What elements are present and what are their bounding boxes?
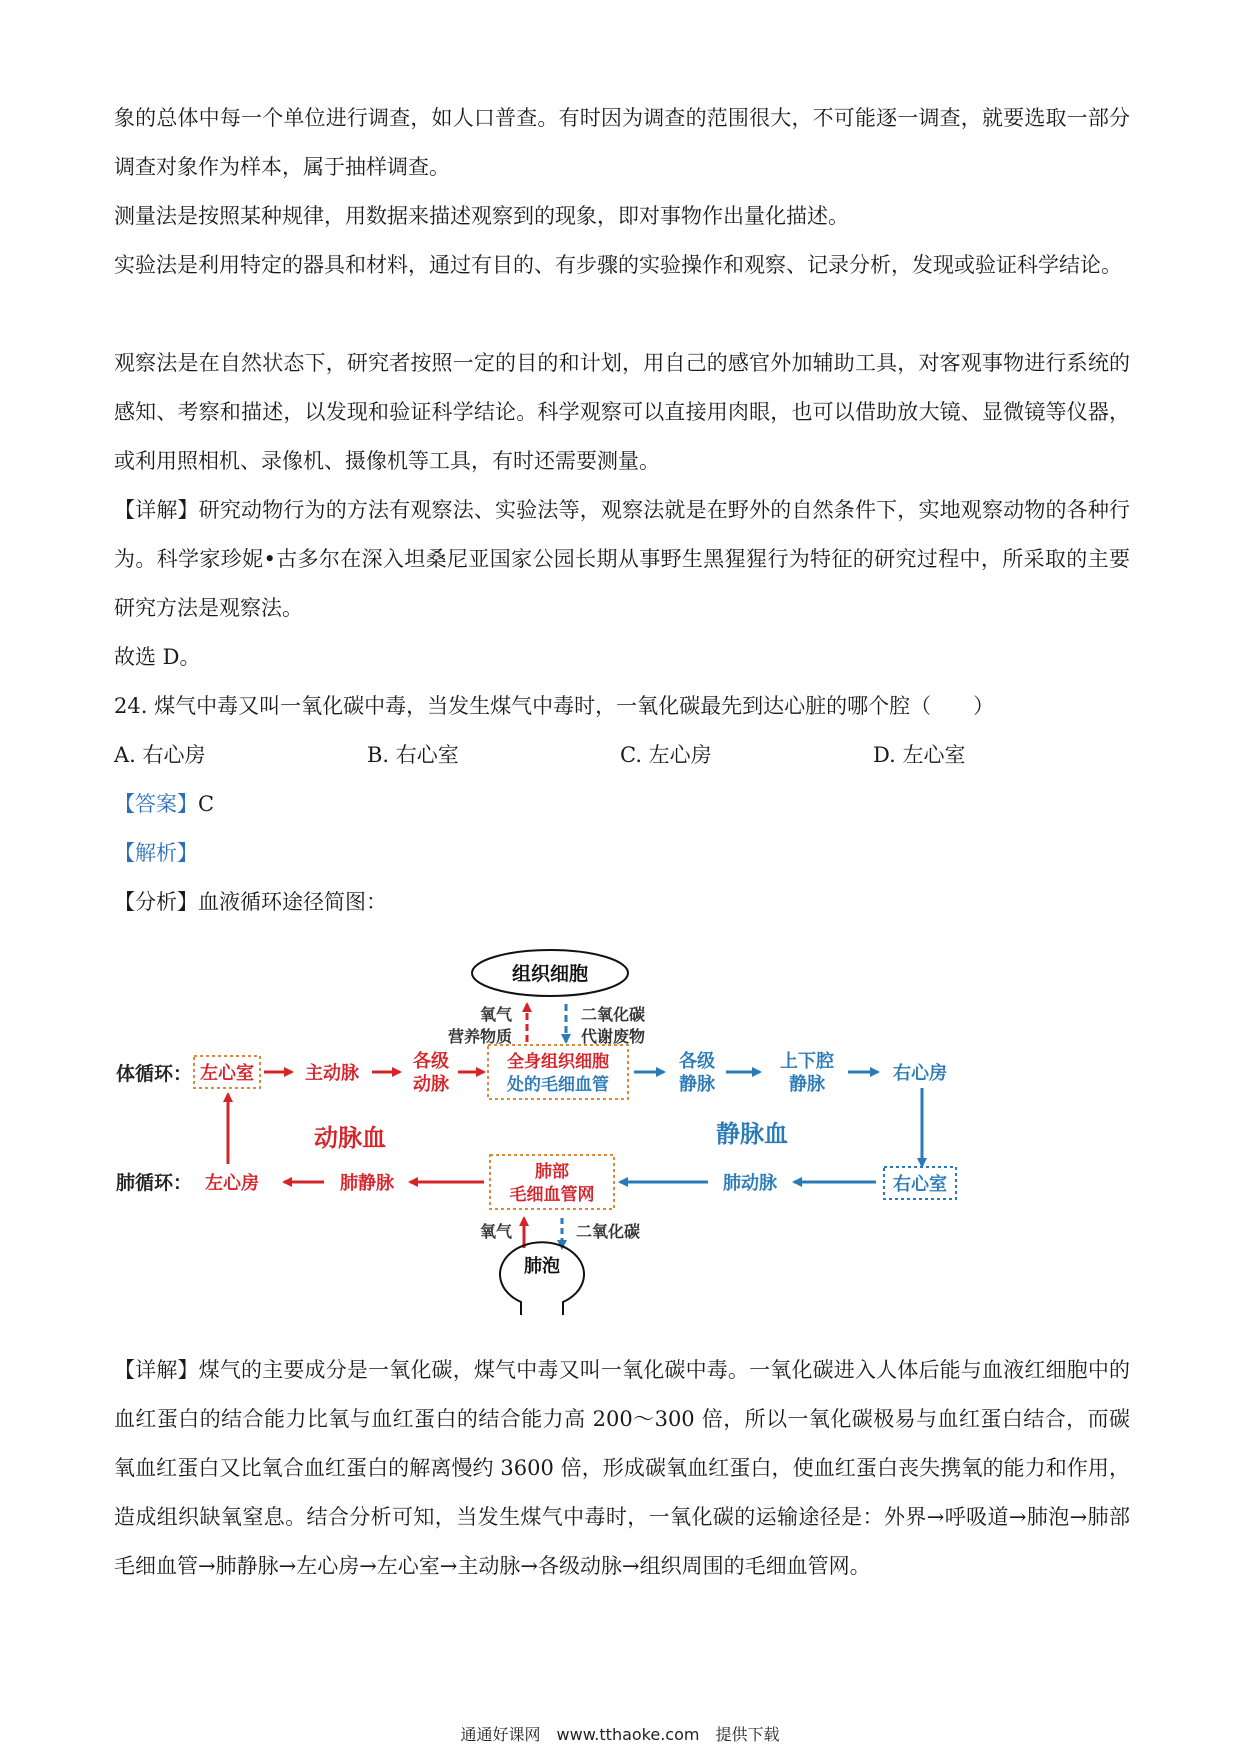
paragraph-answer-23: 故选 D。 [114, 645, 201, 669]
option-b: B. 右心室 [367, 743, 459, 767]
left-atrium-label: 左心房 [205, 1173, 259, 1194]
waste-label: 代谢废物 [581, 1027, 646, 1046]
analysis-label: 【解析】 [114, 841, 198, 865]
body-capillaries-label-2: 处的毛细血管 [507, 1075, 609, 1095]
tissue-cells-label: 组织细胞 [511, 963, 589, 985]
option-c: C. 左心房 [620, 743, 712, 767]
lung-capillaries-label-1: 肺部 [535, 1162, 569, 1182]
paragraph-observation: 观察法是在自然状态下，研究者按照一定的目的和计划，用自己的感官外加辅助工具，对客观事物进行系统的感知、考察和描述，以发现和验证科学结论。科学观察可以直接用肉眼，也可以借助放大镜、显微镜等仪器，或利用照相机、录像机、摄像机等工具，有时还需要测量。 [114, 351, 1130, 473]
alveoli-oxygen-label: 氧气 [479, 1222, 512, 1241]
right-ventricle-label: 右心室 [893, 1174, 947, 1195]
paragraph-detail-23: 【详解】研究动物行为的方法有观察法、实验法等，观察法就是在野外的自然条件下，实地观察动物的各种行为。科学家珍妮•古多尔在深入坦桑尼亚国家公园长期从事野生黑猩猩行为特征的研究过程中，所采取的主要研究方法是观察法。 [114, 498, 1130, 620]
arteries-label-2: 动脉 [413, 1074, 449, 1095]
body-capillaries-label-1: 全身组织细胞 [507, 1052, 609, 1072]
oxygen-label: 氧气 [479, 1005, 512, 1024]
aorta-label: 主动脉 [305, 1063, 359, 1084]
page-footer: 通通好课网 www.tthaoke.com 提供下载 [460, 1725, 780, 1744]
arteries-label-1: 各级 [413, 1051, 449, 1072]
option-a: A. 右心房 [114, 743, 206, 767]
paragraph-measurement: 测量法是按照某种规律，用数据来描述观察到的现象，即对事物作出量化描述。 [114, 204, 849, 228]
vena-cava-label-1: 上下腔 [780, 1051, 834, 1072]
answer-label: 【答案】 [114, 792, 198, 816]
alveoli-label: 肺泡 [524, 1256, 560, 1277]
right-atrium-label: 右心房 [893, 1063, 947, 1084]
lung-capillaries-label-2: 毛细血管网 [509, 1185, 595, 1205]
blood-circulation-diagram [0, 930, 1240, 1330]
alveoli-shape [500, 1242, 584, 1315]
paragraph-sampling: 象的总体中每一个单位进行调查，如人口普查。有时因为调查的范围很大，不可能逐一调查，就要选取一部分调查对象作为样本，属于抽样调查。 [114, 106, 1130, 179]
arterial-blood-label: 动脉血 [314, 1124, 386, 1152]
answer-line [114, 789, 214, 819]
paragraph-detail-24: 【详解】煤气的主要成分是一氧化碳，煤气中毒又叫一氧化碳中毒。一氧化碳进入人体后能与血液红细胞中的血红蛋白的结合能力比氧与血红蛋白的结合能力高 200～300 倍，所以一氧化碳极易与血红蛋白结合，而碳氧血红蛋白又比氧合血红蛋白的解离慢约 3600 倍，形成碳氧血红蛋白，使血红蛋白丧失携氧的能力和作用，造成组织缺氧窒息。结合分析可知，当发生煤气中毒时，一氧化碳的运输途径是：外界→呼吸道→肺泡→肺部毛细血管→肺静脉→左心房→左心室→主动脉→各级动脉→组织周围的毛细血管网。 [114, 1358, 1130, 1578]
pulmonary-artery-label: 肺动脉 [723, 1173, 777, 1194]
vena-cava-label-2: 静脉 [789, 1074, 825, 1095]
pulmonary-circulation-label: 肺循环： [116, 1172, 193, 1194]
answer-value: C [198, 792, 215, 816]
nutrients-label: 营养物质 [447, 1027, 512, 1046]
left-ventricle-label: 左心室 [200, 1063, 254, 1084]
co2-label: 二氧化碳 [581, 1005, 646, 1024]
pulmonary-vein-label: 肺静脉 [340, 1173, 394, 1194]
paragraph-experiment: 实验法是利用特定的器具和材料，通过有目的、有步骤的实验操作和观察、记录分析，发现或验证科学结论。 [114, 253, 1122, 277]
alveoli-co2-label: 二氧化碳 [576, 1222, 641, 1241]
venous-blood-label: 静脉血 [716, 1120, 788, 1148]
veins-label-1: 各级 [679, 1051, 715, 1072]
question-stem: 24. 煤气中毒又叫一氧化碳中毒，当发生煤气中毒时，一氧化碳最先到达心脏的哪个腔（ ） [114, 694, 995, 718]
analysis-intro: 【分析】血液循环途径简图： [114, 890, 387, 914]
veins-label-2: 静脉 [679, 1074, 715, 1095]
option-d: D. 左心室 [873, 743, 966, 767]
systemic-circulation-label: 体循环： [116, 1063, 193, 1085]
